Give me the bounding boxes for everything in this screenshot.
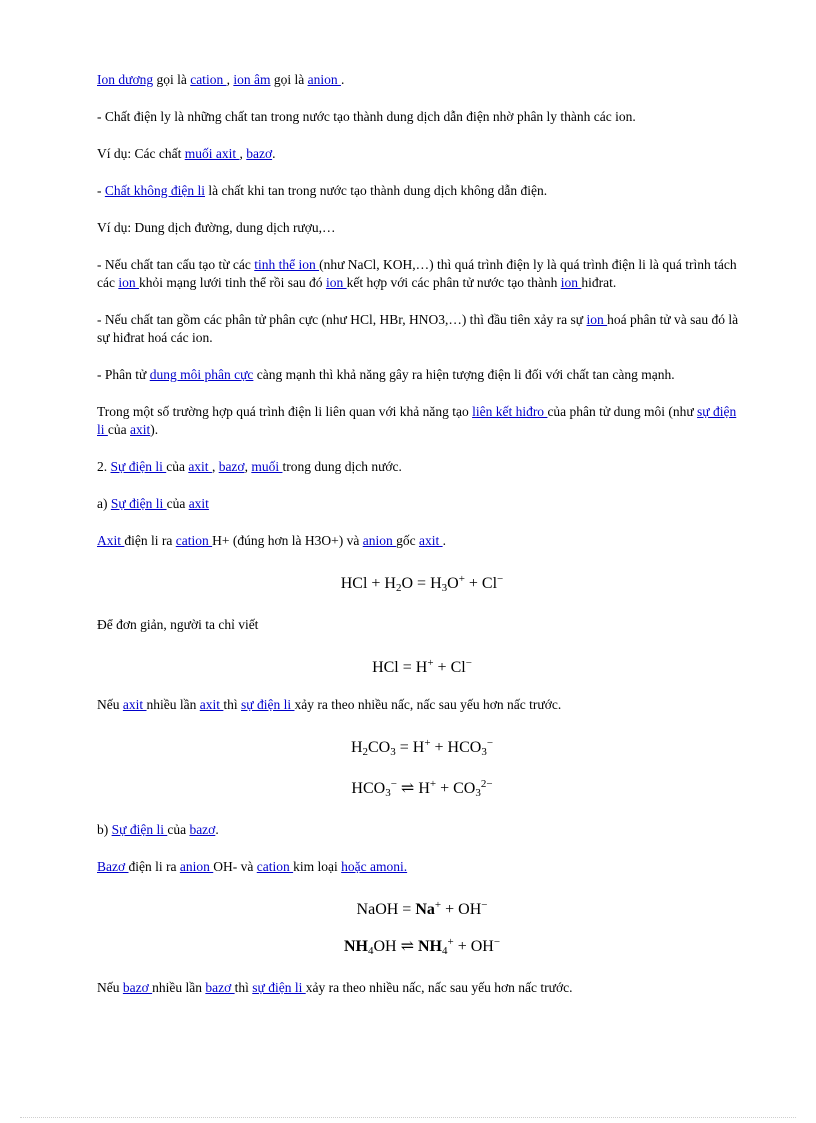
paragraph-non-electrolyte: - Chất không điện li là chất khi tan trong nước tạo thành dung dịch không dẫn điện. (97, 183, 548, 198)
link-su-dien-li[interactable]: sự điện li (241, 697, 295, 712)
link-dung-moi-phan-cuc[interactable]: dung môi phân cực (149, 367, 254, 382)
link-kim-loai[interactable]: hoặc amoni. (341, 859, 408, 874)
section-heading-2: 2. Sự điện li của axit , bazơ, muối trong dung dịch nước. (97, 459, 402, 474)
link-axit[interactable]: axit (418, 533, 443, 548)
paragraph-acid-dissociation: Axit điện li ra cation H+ (đúng hơn là H3O+) và anion gốc axit . (97, 533, 446, 548)
link-ion[interactable]: ion (325, 275, 347, 290)
link-su-dien-li[interactable]: Sự điện li (110, 459, 167, 474)
equation-hcl-simple: HCl = H+ + Cl− (372, 657, 472, 676)
link-axit[interactable]: axit (188, 459, 212, 474)
link-axit[interactable]: axit (199, 697, 224, 712)
equation-hcl-water: HCl + $H_2O = H_3O^+ + Cl^-$ (340, 573, 504, 594)
equation-h2co3: $H_2CO_3 = H^+ + HCO_3^-$ (350, 737, 494, 758)
link-axit[interactable]: axit (130, 422, 151, 437)
link-anion[interactable]: anion (179, 859, 214, 874)
link-muoi[interactable]: muối (251, 459, 283, 474)
link-bazo[interactable]: Bazơ (97, 859, 129, 874)
equation-naoh: NaOH = Na+ + OH− (356, 899, 488, 918)
paragraph-base-dissociation: Bazơ điện li ra anion OH- và cation kim loại hoặc amoni. (97, 859, 408, 874)
equation-nh4oh: $NH_4OH$ ⇌ $NH_4^+ + OH^-$ (343, 936, 501, 957)
paragraph-polar-molecules: - Nếu chất tan gồm các phân tử phân cực (như HCl, HBr, HNO3,…) thì đầu tiên xảy ra sự ion hoá phân tử và sau đó là sự hiđrat hoá các ion. (97, 312, 739, 345)
link-bazo[interactable]: bazơ (218, 459, 245, 474)
link-anion[interactable]: anion (362, 533, 397, 548)
link-lien-ket-hidro[interactable]: liên kết hiđro (472, 404, 548, 419)
link-anion[interactable]: anion (307, 72, 341, 87)
link-su-dien-li[interactable]: sự điện li (252, 980, 306, 995)
subsection-heading-a: a) Sự điện li của axit (97, 496, 209, 511)
paragraph-polyprotic-acid: Nếu axit nhiều lần axit thì sự điện li xảy ra theo nhiều nấc, nấc sau yếu hơn nấc trước. (97, 697, 562, 712)
link-ion-am[interactable]: ion âm (233, 72, 271, 87)
paragraph-ionic-crystal: - Nếu chất tan cấu tạo từ các tinh thể ion (như NaCl, KOH,…) thì quá trình điện ly là quá trình điện li là quá trình tách các ion khỏi mạng lưới tinh thể rồi sau đó ion kết hợp với các phân tử nước tạo thành ion hiđrat. (97, 257, 737, 290)
paragraph-non-electrolyte-example: Ví dụ: Dung dịch đường, dung dịch rượu,… (97, 220, 336, 235)
link-su-dien-li[interactable]: Sự điện li (111, 822, 168, 837)
link-cation[interactable]: cation (175, 533, 213, 548)
paragraph-simplify: Để đơn giản, người ta chỉ viết (97, 617, 259, 632)
document-page (97, 71, 747, 1016)
paragraph-polar-solvent: - Phân tử dung môi phân cực càng mạnh thì khả năng gây ra hiện tượng điện li đối với chất tan càng mạnh. (97, 367, 675, 382)
link-cation[interactable]: cation (190, 72, 227, 87)
link-ion-duong[interactable]: Ion dương (97, 72, 154, 87)
link-bazo[interactable]: bazơ (246, 146, 273, 161)
link-bazo[interactable]: bazơ (189, 822, 216, 837)
paragraph-ion-names: Ion dương gọi là cation , ion âm gọi là anion . (97, 72, 345, 87)
link-muoi-axit[interactable]: muối axit (184, 146, 240, 161)
link-axit[interactable]: axit (122, 697, 147, 712)
subsection-heading-b: b) Sự điện li của bazơ. (97, 822, 219, 837)
page-bottom-rule (20, 1117, 796, 1118)
paragraph-electrolyte-definition: - Chất điện ly là những chất tan trong nước tạo thành dung dịch dẫn điện nhờ phân ly thành các ion. (97, 109, 636, 124)
link-chat-khong-dien-li[interactable]: Chất không điện li (104, 183, 205, 198)
paragraph-electrolyte-example: Ví dụ: Các chất muối axit , bazơ. (97, 146, 276, 161)
link-bazo[interactable]: bazơ (122, 980, 153, 995)
link-axit[interactable]: Axit (97, 533, 125, 548)
link-ion[interactable]: ion (560, 275, 582, 290)
link-axit[interactable]: axit (188, 496, 209, 511)
paragraph-hydrogen-bond: Trong một số trường hợp quá trình điện li liên quan với khả năng tạo liên kết hiđro của phân tử dung môi (như sự điện li của axit). (97, 404, 737, 437)
equation-hco3: $HCO_3^-$ ⇌ $H^+ + CO_3^{2-}$ (351, 778, 493, 799)
link-su-dien-li[interactable]: sự điện li (97, 404, 737, 437)
link-cation[interactable]: cation (256, 859, 294, 874)
paragraph-polybasic: Nếu bazơ nhiều lần bazơ thì sự điện li xảy ra theo nhiều nấc, nấc sau yếu hơn nấc trước. (97, 980, 573, 995)
link-ion[interactable]: ion (118, 275, 139, 290)
link-tinh-the-ion[interactable]: tinh thể ion (254, 257, 320, 272)
link-su-dien-li[interactable]: Sự điện li (110, 496, 167, 511)
link-ion[interactable]: ion (586, 312, 608, 327)
link-bazo[interactable]: bazơ (205, 980, 235, 995)
